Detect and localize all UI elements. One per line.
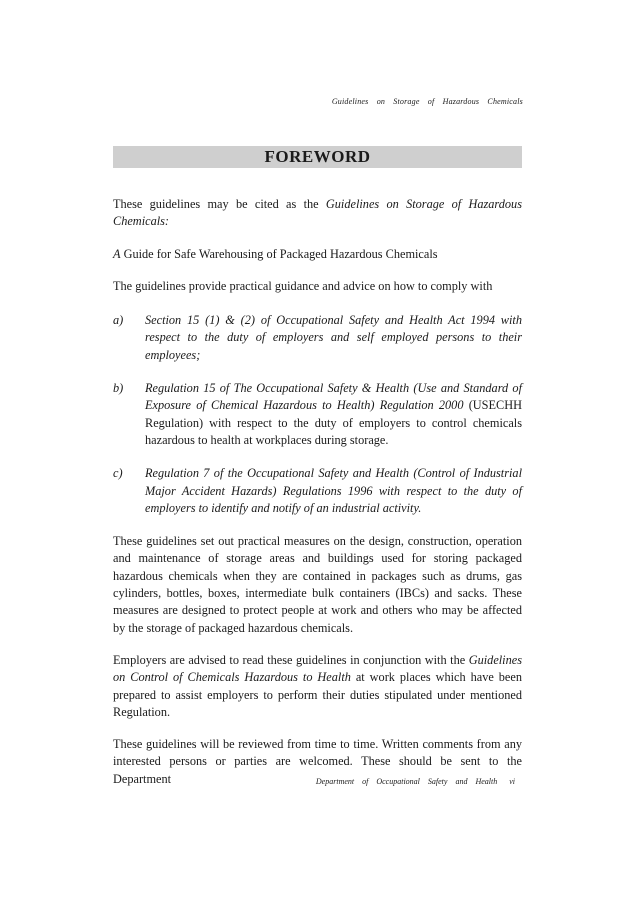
list-item bbox=[113, 312, 522, 364]
subtitle-article: A bbox=[113, 246, 121, 261]
subtitle-paragraph bbox=[113, 246, 522, 263]
advice-text-1: Employers are advised to read these guidelines in conjunction with the bbox=[113, 652, 469, 667]
measures-paragraph: These guidelines set out practical measures on the design, construction, operation and maintenance of storage areas and buildings used for storing packaged hazardous chemicals when they are contained in packages such as drums, gas cylinders, bottles, boxes, intermediate bulk containers (IBCs) and sacks. These measures are designed to protect people at work and others who may be affected by the storage of packaged hazardous chemicals. bbox=[113, 534, 522, 635]
intro-paragraph: The guidelines provide practical guidance and advice on how to comply with bbox=[113, 278, 493, 293]
review-paragraph: These guidelines will be reviewed from time to time. Written comments from any interested persons or parties are welcomed. These should be sent to the Department bbox=[113, 737, 522, 786]
page-number: vi bbox=[509, 777, 515, 786]
list-item bbox=[113, 465, 522, 517]
list-item-text bbox=[145, 312, 522, 364]
advice-title: Guidelines on Control of Chemicals Hazardous to Health bbox=[113, 652, 522, 685]
page-title: FOREWORD bbox=[113, 146, 522, 168]
list-item-italic: Regulation 15 of The Occupational Safety & Health (Use and Standard of Exposure of Chemical Hazardous to Health) Regulation 2000 bbox=[145, 381, 522, 413]
advice-text-2: at work places which have been prepared to assist employers to perform their duties stipulated under mentioned Regulation. bbox=[113, 670, 522, 719]
running-footer bbox=[316, 777, 515, 786]
running-header: Guidelines on Storage of Hazardous Chemicals bbox=[331, 97, 523, 106]
list-item-label: c) bbox=[113, 466, 123, 481]
citation-title: Guidelines on Storage of Hazardous Chemicals: bbox=[113, 197, 522, 229]
list-item bbox=[113, 380, 522, 449]
citation-text: These guidelines may be cited as the bbox=[113, 197, 326, 211]
subtitle-text: Guide for Safe Warehousing of Packaged Hazardous Chemicals bbox=[120, 246, 438, 261]
citation-paragraph bbox=[113, 196, 522, 231]
footer-text: Department of Occupational Safety and Health bbox=[315, 777, 498, 786]
list-item-text bbox=[145, 465, 522, 517]
list-item-plain: (USECHH Regulation) with respect to the duty of employers to control chemicals hazardous to health at workplaces during storage. bbox=[145, 398, 522, 447]
list-item-label: a) bbox=[113, 313, 124, 328]
list-item-label: b) bbox=[113, 381, 124, 396]
document-body bbox=[113, 196, 522, 803]
list-item-text bbox=[145, 380, 522, 449]
advice-paragraph bbox=[113, 652, 522, 721]
list-item-italic: Section 15 (1) & (2) of Occupational Safety and Health Act 1994 with respect to the duty of employers and self employed persons to their employees; bbox=[145, 313, 522, 362]
list-item-italic: Regulation 7 of the Occupational Safety and Health (Control of Industrial Major Accident Hazards) Regulations 1996 with respect to the duty of employers to identify and notify of an industrial activity. bbox=[145, 466, 522, 515]
